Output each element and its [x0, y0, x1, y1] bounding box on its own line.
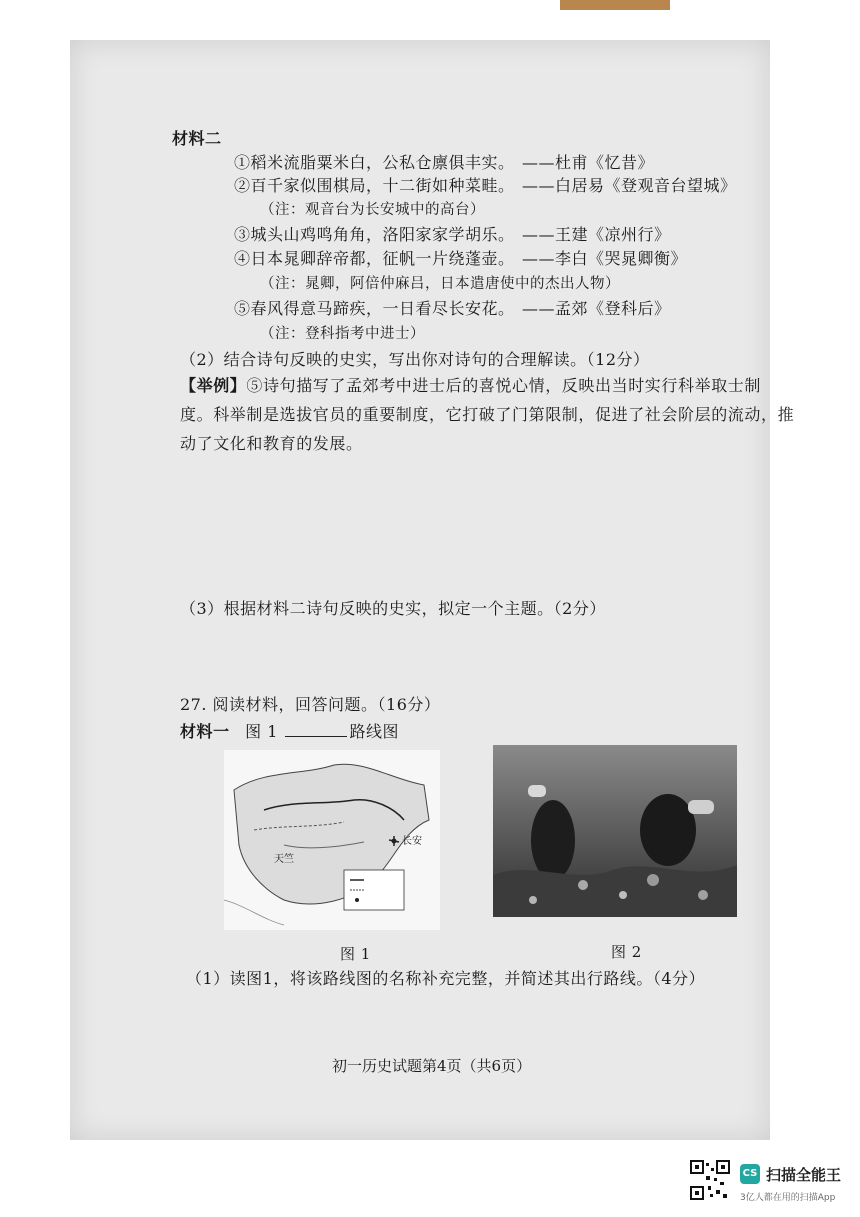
- q27-heading: 27. 阅读材料，回答问题。（16分）: [180, 695, 441, 714]
- q27-question-1: （1）读图1，将该路线图的名称补充完整，并简述其出行路线。（4分）: [186, 969, 706, 988]
- example-line-3: 动了文化和教育的发展。: [180, 434, 363, 453]
- poem-5-note: （注：登科指考中进士）: [260, 326, 425, 342]
- poem-5-source-display: ——孟郊《登科后》: [522, 299, 671, 318]
- poem-4-note: （注：晁卿，阿倍仲麻吕，日本遣唐使中的杰出人物）: [260, 276, 620, 292]
- route-map-svg: [224, 750, 440, 930]
- example-label: 【举例】: [180, 376, 247, 395]
- poem-5-line: ⑤春风得意马蹄疾，一日看尽长安花。: [234, 299, 515, 318]
- poem-2-source: ——白居易《登观音台望城》: [522, 176, 737, 195]
- camscanner-logo-icon: CS: [740, 1164, 760, 1184]
- question-3-text: （3）根据材料二诗句反映的史实，拟定一个主题。（2分）: [180, 599, 606, 618]
- material1-label: 材料一: [180, 722, 230, 741]
- poem-1-line: ①稻米流脂粟米白，公私仓廪俱丰实。: [234, 153, 515, 172]
- top-edge-strip: [560, 0, 670, 10]
- fig1-blank[interactable]: [285, 722, 347, 737]
- page-footer: 初一历史试题第4页（共6页）: [332, 1057, 532, 1075]
- example-line-2: 度。科举制是选拔官员的重要制度，它打破了门第限制，促进了社会阶层的流动，推: [180, 405, 795, 424]
- poem-2-line: ②百千家似围棋局，十二街如种菜畦。: [234, 176, 515, 195]
- poem-2-note: （注：观音台为长安城中的高台）: [260, 202, 485, 218]
- poem-4-line: ④日本晁卿辞帝都，征帆一片绕蓬壶。: [234, 249, 515, 268]
- qr-code-icon: [690, 1160, 730, 1200]
- poem-3-source: ——王建《凉州行》: [522, 225, 671, 244]
- question-2-example: [180, 371, 795, 458]
- underwater-photo-figure: [493, 745, 737, 917]
- poem-1-source: ——杜甫《忆昔》: [522, 153, 655, 172]
- fig1-caption: 图 1: [340, 945, 371, 963]
- scanner-brand-name: 扫描全能王: [766, 1166, 842, 1184]
- poem-4-source: ——李白《哭晁卿衡》: [522, 249, 688, 268]
- map-label-changan: 长安: [402, 836, 422, 847]
- fig1-suffix: 路线图: [349, 722, 399, 741]
- question-2-text: （2）结合诗句反映的史实，写出你对诗句的合理解读。（12分）: [180, 350, 650, 369]
- material1-line: [180, 719, 399, 742]
- fig1-prefix: 图 1: [245, 722, 278, 741]
- map-label-tianzhu: 天竺: [274, 854, 294, 865]
- route-map-figure: [224, 750, 440, 930]
- poem-3-line: ③城头山鸡鸣角角，洛阳家家学胡乐。: [234, 225, 515, 244]
- material2-title: 材料二: [172, 129, 222, 148]
- fig2-caption: 图 2: [611, 943, 642, 961]
- example-line-1: ⑤诗句描写了孟郊考中进士后的喜悦心情，反映出当时实行科举取士制: [246, 376, 762, 395]
- photo-svg: [493, 745, 737, 917]
- scanner-tagline: 3亿人都在用的扫描App: [740, 1193, 836, 1203]
